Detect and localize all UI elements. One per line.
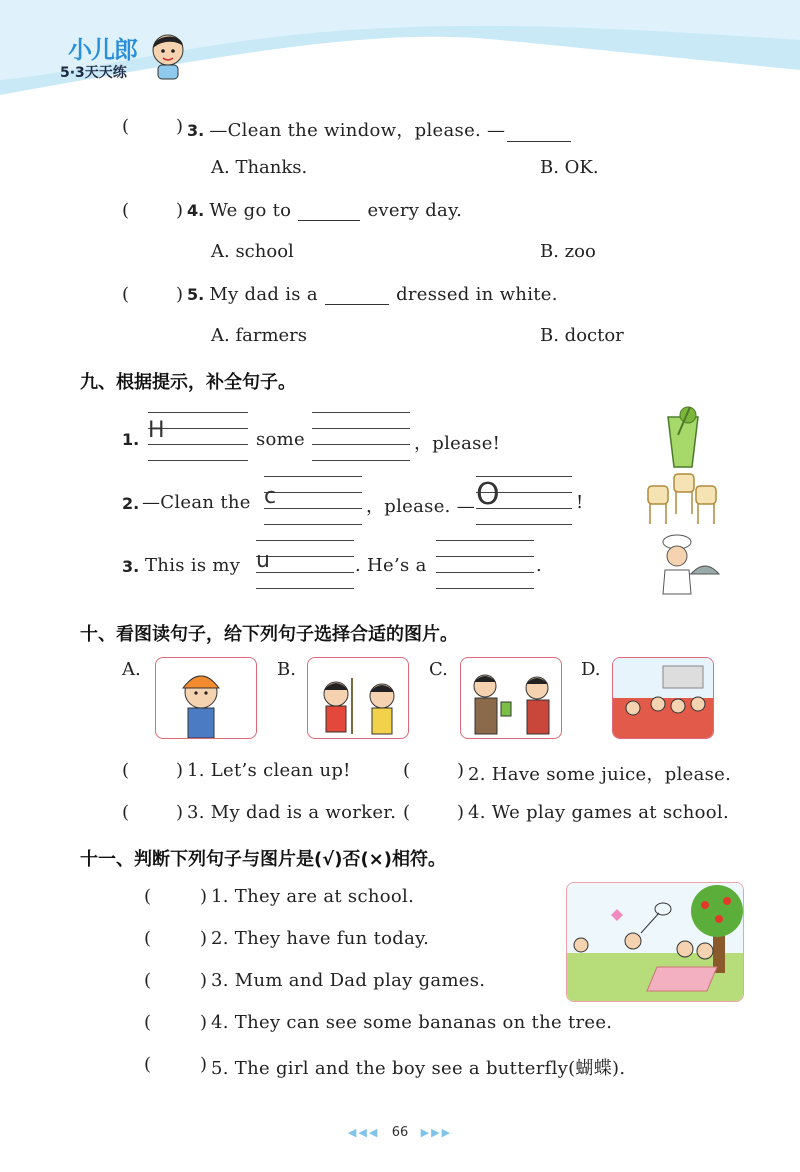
picture-b (307, 657, 409, 739)
juice-image (461, 658, 561, 738)
answer-paren-close: ) (200, 970, 208, 991)
answer-paren-close: ) (176, 284, 184, 305)
answer-paren-open: ( (403, 760, 411, 781)
chairs-icon (644, 470, 720, 528)
question-number: 1. (122, 430, 140, 449)
picture-label: A. (122, 659, 141, 680)
clean-up-image (308, 658, 408, 738)
section-title: 十、看图读句子，给下列句子选择合适的图片。 (80, 624, 458, 645)
sentence-11-1: 1. They are at school. (211, 886, 415, 907)
sentence-11-5: 5. The girl and the boy see a butterfly(蝴蝶). (211, 1058, 626, 1079)
answer-blank[interactable] (325, 304, 389, 305)
question-text-post: every day. (367, 200, 463, 221)
answer-paren-close: ) (200, 1012, 208, 1033)
section-title: 九、根据提示，补全句子。 (80, 372, 296, 393)
picture-c (460, 657, 562, 739)
answer-paren-open: ( (122, 200, 130, 221)
sentence-10-3: 3. My dad is a worker. (187, 802, 397, 823)
sentence-11-3: 3. Mum and Dad play games. (211, 970, 486, 991)
prev-arrows-icon: ◀◀◀ (347, 1126, 380, 1139)
sentence-pre: —Clean the (142, 492, 251, 513)
picnic-image (567, 883, 743, 1001)
sentence-end: . (536, 555, 543, 576)
answer-paren-close: ) (176, 116, 184, 137)
answer-paren-open: ( (144, 886, 152, 907)
answer-paren-close: ) (176, 802, 184, 823)
option-b: B. OK. (540, 157, 599, 178)
cook-icon (655, 534, 721, 596)
series-name: 5·3天天练 (60, 65, 127, 81)
picture-a (155, 657, 257, 739)
sentence-pre: This is my (145, 555, 241, 576)
question-number: 4. (187, 201, 205, 220)
page-footer (0, 1125, 800, 1140)
hint-letter: O (476, 477, 500, 512)
question-text-pre: My dad is a (209, 284, 318, 305)
answer-paren-close: ) (176, 760, 184, 781)
juice-glass-icon (660, 405, 706, 471)
hint-letter: H (148, 418, 165, 443)
sentence-word: some (256, 429, 305, 450)
question-8-4 (187, 200, 462, 221)
answer-paren-open: ( (122, 116, 130, 137)
sentence-end: ，please! (414, 433, 501, 454)
brand-name: 小儿郎 (68, 36, 137, 64)
question-8-5 (187, 284, 558, 305)
answer-paren-close: ) (200, 1054, 208, 1075)
writing-lines[interactable] (256, 540, 354, 590)
writing-lines[interactable] (476, 476, 572, 526)
sentence-mid: . He’s a (355, 555, 427, 576)
writing-lines[interactable] (264, 476, 362, 526)
picture-label: C. (429, 659, 448, 680)
question-number: 3. (187, 121, 205, 140)
answer-paren-open: ( (122, 284, 130, 305)
mascot-icon (146, 30, 190, 80)
writing-lines[interactable] (148, 412, 248, 462)
section-title: 十一、判断下列句子与图片是(√)否(×)相符。 (80, 849, 446, 870)
games-image (613, 658, 713, 738)
page-number: 66 (391, 1125, 409, 1140)
next-arrows-icon: ▶▶▶ (420, 1126, 453, 1139)
answer-paren-open: ( (403, 802, 411, 823)
option-b: B. doctor (540, 325, 624, 346)
writing-lines[interactable] (436, 540, 534, 590)
answer-paren-open: ( (144, 1054, 152, 1075)
option-a: A. farmers (211, 325, 308, 346)
brand-logo (60, 30, 190, 100)
answer-paren-close: ) (457, 760, 465, 781)
answer-paren-close: ) (176, 200, 184, 221)
worker-image (156, 658, 256, 738)
picnic-picture (566, 882, 744, 1002)
option-a: A. school (211, 241, 294, 262)
question-number: 5. (187, 285, 205, 304)
sentence-10-2: 2. Have some juice，please. (468, 764, 732, 785)
writing-lines[interactable] (312, 412, 410, 462)
question-text: —Clean the window，please. — (209, 120, 506, 141)
question-number: 2. (122, 494, 140, 513)
sentence-11-2: 2. They have fun today. (211, 928, 430, 949)
sentence-10-1: 1. Let’s clean up! (187, 760, 351, 781)
sentence-mid: ，please. — (366, 496, 475, 517)
answer-paren-close: ) (200, 928, 208, 949)
question-number: 3. (122, 557, 140, 576)
option-a: A. Thanks. (211, 157, 308, 178)
answer-paren-close: ) (200, 886, 208, 907)
answer-paren-open: ( (122, 760, 130, 781)
question-8-3 (187, 116, 573, 142)
answer-paren-open: ( (122, 802, 130, 823)
sentence-10-4: 4. We play games at school. (468, 802, 729, 823)
question-text-pre: We go to (209, 200, 292, 221)
picture-label: D. (581, 659, 601, 680)
answer-blank[interactable] (298, 220, 360, 221)
sentence-11-4: 4. They can see some bananas on the tree. (211, 1012, 613, 1033)
question-text-post: dressed in white. (396, 284, 558, 305)
hint-letter: c (264, 484, 277, 509)
option-b: B. zoo (540, 241, 596, 262)
picture-label: B. (277, 659, 296, 680)
answer-paren-open: ( (144, 1012, 152, 1033)
answer-paren-close: ) (457, 802, 465, 823)
hint-letter: u (256, 548, 270, 573)
sentence-end: ! (576, 492, 584, 513)
answer-paren-open: ( (144, 928, 152, 949)
answer-blank[interactable] (507, 141, 571, 142)
picture-d (612, 657, 714, 739)
answer-paren-open: ( (144, 970, 152, 991)
